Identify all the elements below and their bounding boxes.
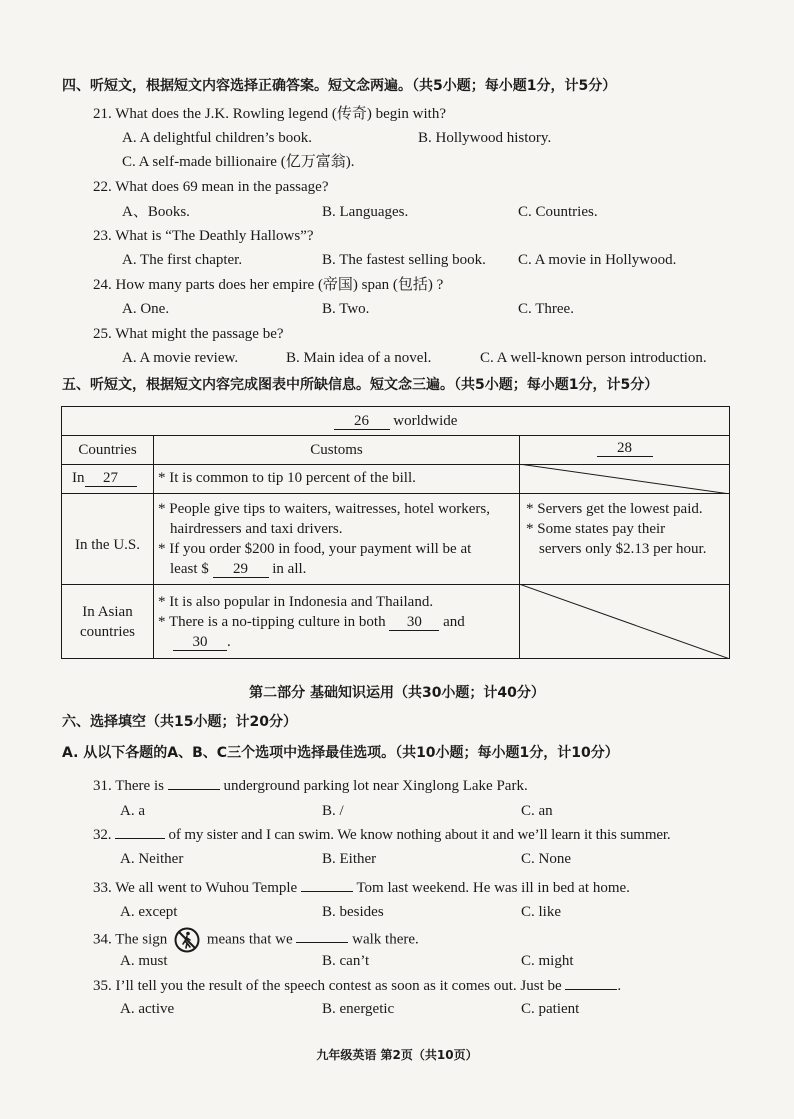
no-walking-sign-icon (174, 927, 200, 953)
row3-custom-2 (158, 612, 465, 632)
q32-option-c: C. None (521, 851, 571, 867)
row1-diagonal (519, 464, 730, 494)
q35-option-b: B. energetic (322, 1001, 395, 1017)
q31-stem (93, 776, 528, 796)
q33-stem-post: Tom last weekend. He was ill in bed at home. (356, 880, 630, 896)
page-footer: 九年级英语 第2页（共10页） (316, 1048, 478, 1062)
q32-option-a: A. Neither (120, 851, 184, 867)
section4-header: 四、听短文，根据短文内容选择正确答案。短文念两遍。（共5小题；每小题1分，计5分） (62, 78, 617, 94)
q22-option-b: B. Languages. (322, 204, 409, 220)
row2-custom-1b: hairdressers and taxi drivers. (170, 521, 343, 537)
row1-custom: * It is common to tip 10 percent of the bill. (158, 470, 416, 486)
header-col3 (519, 438, 730, 458)
row3-custom-1: * It is also popular in Indonesia and Thailand. (158, 594, 434, 610)
blank-30a[interactable]: 30 (389, 614, 439, 631)
header-countries: Countries (78, 442, 137, 458)
blank-29[interactable]: 29 (213, 561, 269, 578)
q32-blank[interactable] (115, 838, 165, 839)
q22-option-c: C. Countries. (518, 204, 598, 220)
row2-custom-2b (170, 559, 306, 579)
q32-stem-pre: 32. (93, 827, 112, 843)
row3-country-2: countries (80, 624, 135, 640)
row1-country (72, 468, 137, 488)
row2-note-1: * Servers get the lowest paid. (526, 501, 703, 517)
q35-option-a: A. active (120, 1001, 175, 1017)
blank-26[interactable]: 26 (334, 413, 390, 430)
row1-prefix: In (72, 470, 85, 486)
q33-stem (93, 878, 630, 898)
table-title-text: worldwide (393, 413, 458, 429)
q31-option-a: A. a (120, 803, 145, 819)
q35-blank[interactable] (565, 989, 617, 990)
q25-stem: 25. What might the passage be? (93, 326, 284, 342)
q35-option-c: C. patient (521, 1001, 580, 1017)
q23-option-a: A. The first chapter. (122, 252, 243, 268)
q31-blank[interactable] (168, 789, 220, 790)
q35-stem-pre: 35. I’ll tell you the result of the speech contest as soon as it comes out. Just be (93, 978, 562, 994)
row3-custom-3 (173, 632, 231, 652)
row3-period: . (227, 634, 231, 650)
section6-subheader: A. 从以下各题的A、B、C三个选项中选择最佳选项。（共10小题；每小题1分，计10分） (62, 745, 619, 761)
q25-option-c: C. A well-known person introduction. (480, 350, 707, 366)
q24-option-b: B. Two. (322, 301, 370, 317)
q25-option-b: B. Main idea of a novel. (286, 350, 432, 366)
row3-country-1: In Asian (82, 604, 133, 620)
q33-option-b: B. besides (322, 904, 384, 920)
row2-custom-1: * People give tips to waiters, waitresses, hotel workers, (158, 501, 491, 517)
row2-country: In the U.S. (75, 537, 140, 553)
q34-blank[interactable] (296, 942, 348, 943)
q34-option-a: A. must (120, 953, 168, 969)
q24-option-a: A. One. (122, 301, 170, 317)
q34-stem-mid: means that we (206, 931, 293, 948)
row2-custom-2: * If you order $200 in food, your payment will be at (158, 541, 472, 557)
q24-stem: 24. How many parts does her empire (帝国) span (包括) ? (93, 277, 444, 293)
row3-diagonal (519, 584, 730, 659)
q35-stem (93, 976, 621, 996)
section5-header: 五、听短文，根据短文内容完成图表中所缺信息。短文念三遍。（共5小题；每小题1分，计5分） (62, 377, 659, 393)
q21-option-c: C. A self-made billionaire (亿万富翁). (122, 154, 355, 170)
q33-option-c: C. like (521, 904, 561, 920)
blank-30b[interactable]: 30 (173, 634, 227, 651)
q34-stem-post: walk there. (352, 931, 419, 948)
row3-custom-2-text: * There is a no-tipping culture in both (158, 614, 386, 630)
q32-stem (93, 825, 670, 845)
header-customs: Customs (310, 442, 363, 458)
q23-option-b: B. The fastest selling book. (322, 252, 486, 268)
table-title (61, 411, 730, 431)
blank-27[interactable]: 27 (85, 470, 137, 487)
q32-stem-post: of my sister and I can swim. We know nothing about it and we’ll learn it this summer. (168, 827, 671, 843)
row2-least-text: least $ (170, 561, 209, 577)
q23-stem: 23. What is “The Deathly Hallows”? (93, 228, 314, 244)
q34-stem-pre: 34. The sign (93, 931, 168, 948)
row2-note-2: * Some states pay their (526, 521, 666, 537)
q24-option-c: C. Three. (518, 301, 574, 317)
q22-stem: 22. What does 69 mean in the passage? (93, 179, 329, 195)
q25-option-a: A. A movie review. (122, 350, 239, 366)
q21-option-b: B. Hollywood history. (418, 130, 552, 146)
blank-28[interactable]: 28 (597, 440, 653, 457)
q33-option-a: A. except (120, 904, 178, 920)
part2-header: 第二部分 基础知识运用（共30小题；计40分） (249, 685, 545, 701)
row2-in-all-text: in all. (272, 561, 307, 577)
q32-option-b: B. Either (322, 851, 377, 867)
q31-stem-pre: 31. There is (93, 778, 164, 794)
section6-header: 六、选择填空（共15小题；计20分） (62, 714, 297, 730)
q34-option-b: B. can’t (322, 953, 370, 969)
q33-blank[interactable] (301, 891, 353, 892)
q31-option-c: C. an (521, 803, 553, 819)
q31-option-b: B. / (322, 803, 344, 819)
q21-option-a: A. A delightful children’s book. (122, 130, 312, 146)
q21-stem: 21. What does the J.K. Rowling legend (传奇) begin with? (93, 106, 446, 122)
q35-stem-post: . (617, 978, 622, 994)
row2-note-2b: servers only $2.13 per hour. (539, 541, 707, 557)
row3-and-text: and (443, 614, 465, 630)
q23-option-c: C. A movie in Hollywood. (518, 252, 677, 268)
q34-option-c: C. might (521, 953, 574, 969)
q34-stem (93, 927, 419, 953)
q22-option-a: A、Books. (122, 204, 190, 220)
q31-stem-post: underground parking lot near Xinglong Lake Park. (223, 778, 528, 794)
q33-stem-pre: 33. We all went to Wuhou Temple (93, 880, 298, 896)
